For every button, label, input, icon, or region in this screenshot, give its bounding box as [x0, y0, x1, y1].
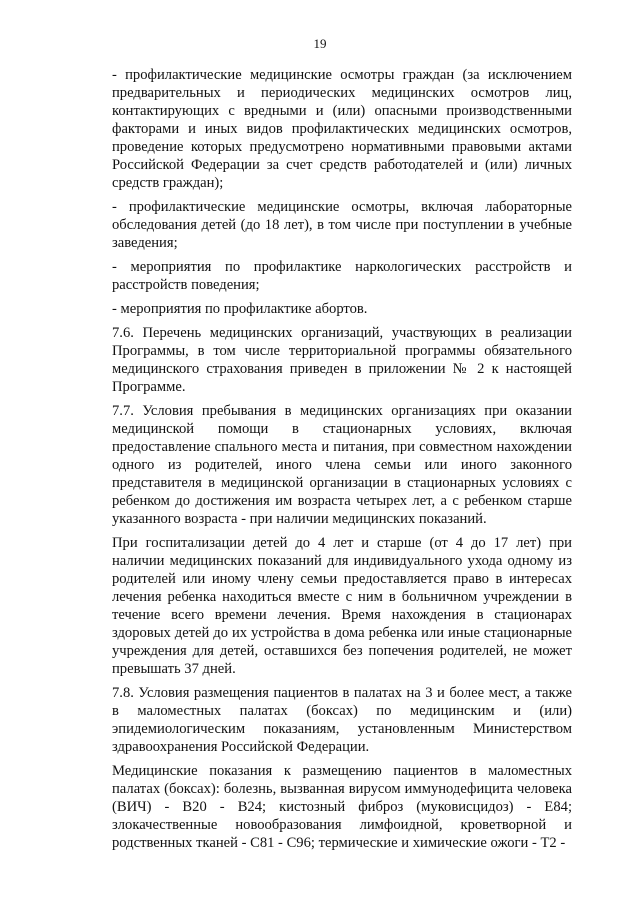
paragraph-abortion-prevention: - мероприятия по профилактике абортов. [112, 301, 368, 317]
section-7-6: 7.6. Перечень медицинских организаций, участвующих в реализации Программы, в том числе территориальной программы обязательного медицинского страхования приведен в приложении № 2 к настоящей Программе. [112, 325, 572, 395]
section-7-7: 7.7. Условия пребывания в медицинских организациях при оказании медицинской помощи в стационарных условиях, включая предоставление спального места и питания, при совместном нахождении одного из родителей, иного члена семьи или иного законного представителя в медицинской организации в стационарных условиях с ребенком до достижения им возраста четырех лет, а с ребенком старше указанного возраста - при наличии медицинских показаний. [112, 403, 572, 527]
paragraph-narcology-prevention: - мероприятия по профилактике наркологических расстройств и расстройств поведения; [112, 259, 572, 293]
paragraph-child-hospitalization: При госпитализации детей до 4 лет и старше (от 4 до 17 лет) при наличии медицинских показаний для индивидуального ухода одному из родителей или иному члену семьи предоставляется право в интересах лечения ребенка находиться вместе с ним в больничном учреждении в течение всего времени лечения. Время нахождения в стационарах здоровых детей до их устройства в дома ребенка или иные стационарные учреждения для детей, оставшихся без попечения родителей, не может превышать 37 дней. [112, 535, 572, 677]
paragraph-preventive-exams: - профилактические медицинские осмотры граждан (за исключением предварительных и периодических медицинских осмотров лиц, контактирующих с вредными и (или) опасными производственными факторами и иных видов профилактических медицинских осмотров, проведение которых предусмотрено нормативными правовыми актами Российской Федерации за счет средств работодателей и (или) личных средств граждан); [112, 67, 572, 191]
paragraph-medical-indications: Медицинские показания к размещению пациентов в маломестных палатах (боксах): болезнь, вызванная вирусом иммунодефицита человека (ВИЧ) - В20 - В24; кистозный фиброз (муковисцидоз) - Е84; злокачественные новообразования лимфоидной, кроветворной и родственных тканей - С81 - С96; термические и химические ожоги - Т2 - [112, 763, 572, 851]
document-body [112, 66, 572, 858]
paragraph-child-exams: - профилактические медицинские осмотры, включая лабораторные обследования детей (до 18 лет), в том числе при поступлении в учебные заведения; [112, 199, 572, 251]
section-7-8: 7.8. Условия размещения пациентов в палатах на 3 и более мест, а также в маломестных палатах (боксах) по медицинским и (или) эпидемиологическим показаниям, установленным Министерством здравоохранения Российской Федерации. [112, 685, 572, 755]
page-number: 19 [313, 36, 327, 51]
